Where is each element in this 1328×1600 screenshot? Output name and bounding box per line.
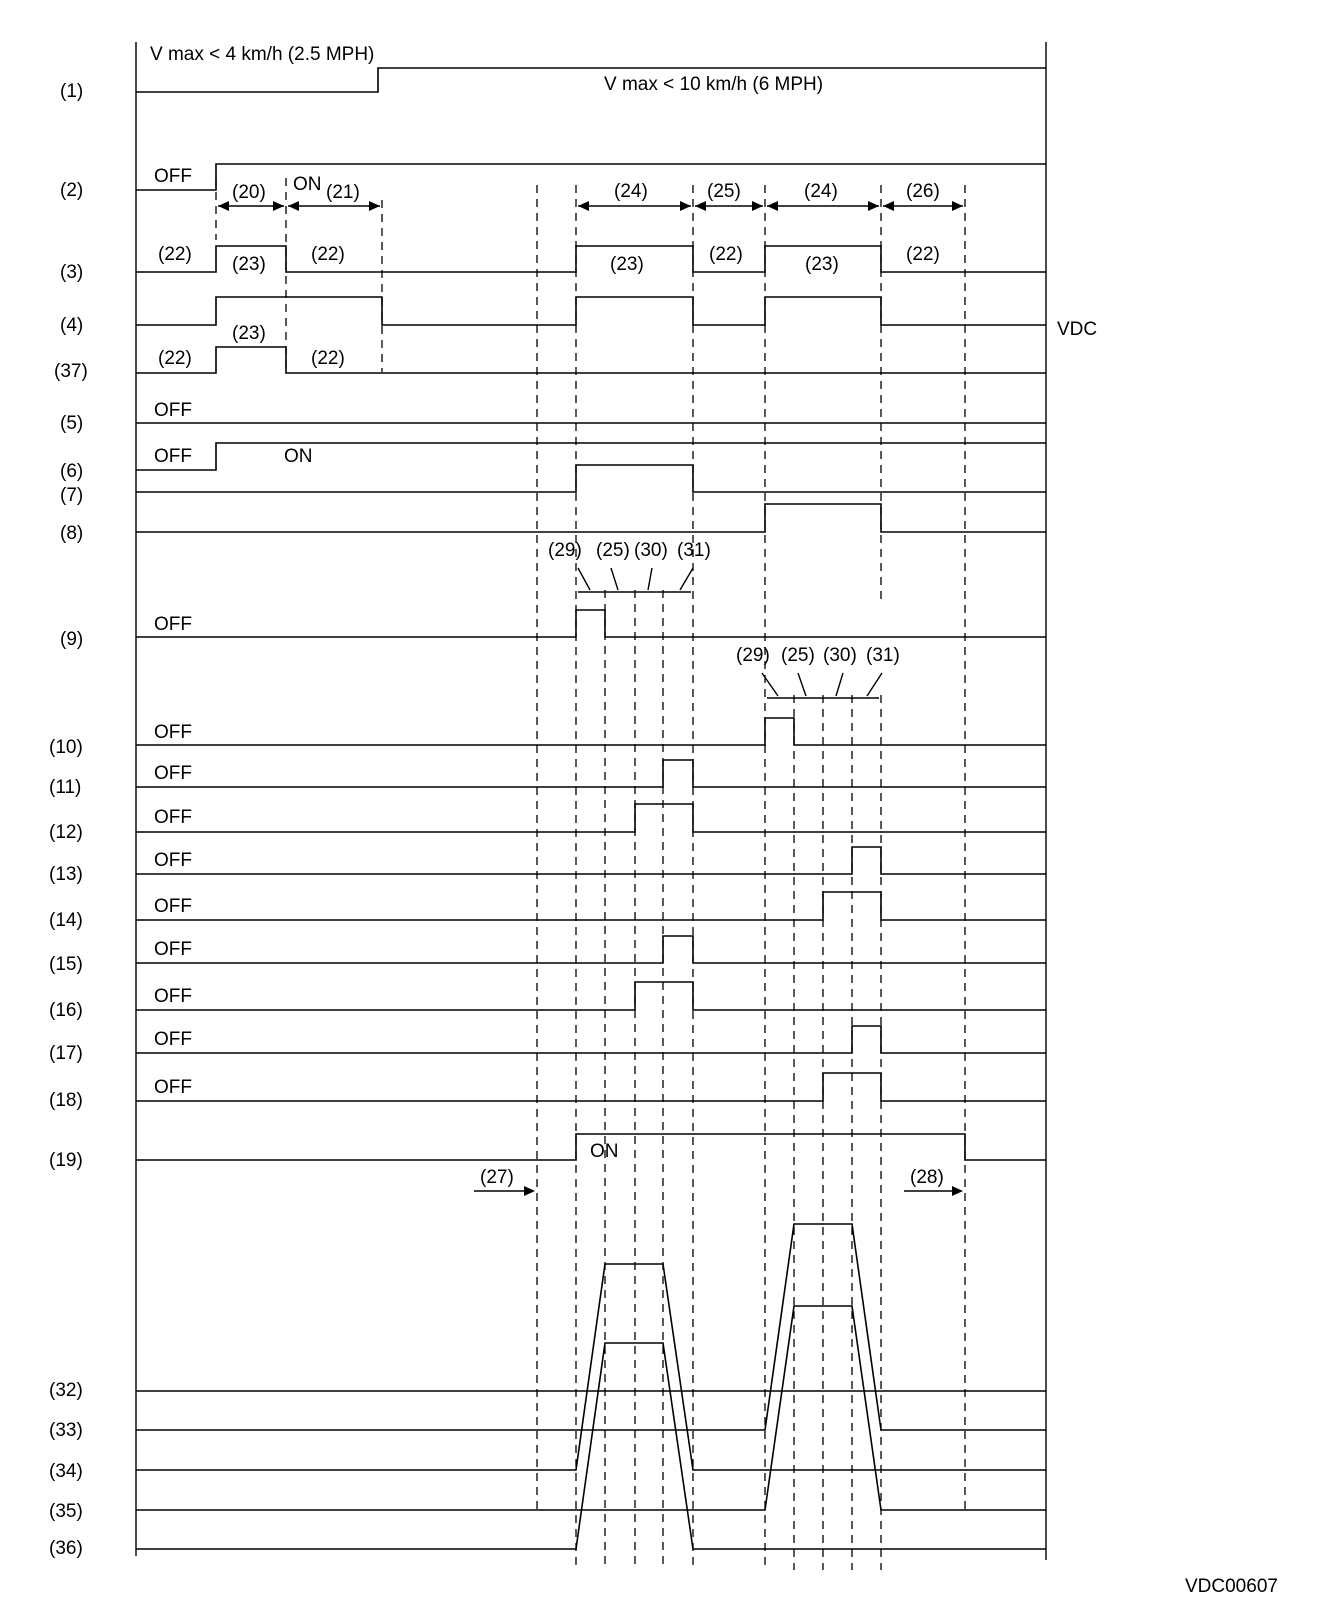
row-18-off-text: OFF: [154, 1077, 192, 1098]
row-2-signal: [136, 164, 1046, 211]
row-6-signal: [136, 443, 1046, 470]
row-16-signal: [136, 982, 1046, 1010]
sub2-label-25: (25): [781, 645, 815, 666]
row-12-signal: [136, 804, 1046, 832]
row-label-3: (3): [60, 262, 84, 283]
row-15-signal: [136, 936, 1046, 963]
row-14-off-text: OFF: [154, 896, 192, 917]
row-6-on-text: ON: [284, 446, 313, 467]
sub2-label-29: (29): [736, 645, 770, 666]
sub-phase-labels-1: [548, 540, 711, 592]
speed-high-text: V max < 10 km/h (6 MPH): [604, 74, 824, 95]
sub-phase-labels-2: [736, 645, 900, 698]
row-19-on-text: ON: [590, 1141, 619, 1162]
row-label-6: (6): [60, 461, 84, 482]
row-label-35: (35): [49, 1501, 83, 1522]
row-label-12: (12): [49, 822, 83, 843]
row-label-8: (8): [60, 523, 84, 544]
row-3-label-22b: (22): [311, 244, 345, 265]
row-37-label-22a: (22): [158, 348, 192, 369]
row-17-signal: [136, 1026, 1046, 1053]
row-label-9: (9): [60, 629, 84, 650]
row-5-off-text: OFF: [154, 400, 192, 421]
sub1-label-29: (29): [548, 540, 582, 561]
row-label-16: (16): [49, 1000, 83, 1021]
row-3-label-22d: (22): [906, 244, 940, 265]
label-28: (28): [910, 1167, 944, 1188]
row-11-signal: [136, 760, 1046, 787]
row-36-signal: [136, 1343, 1046, 1549]
row-9-signal: [136, 610, 1046, 637]
row-label-1: (1): [60, 81, 84, 102]
row-3-label-22a: (22): [158, 244, 192, 265]
row-6-off-text: OFF: [154, 446, 192, 467]
row-label-15: (15): [49, 954, 83, 975]
row-label-13: (13): [49, 864, 83, 885]
row-label-37: (37): [54, 361, 88, 382]
row-15-off-text: OFF: [154, 939, 192, 960]
row-label-17: (17): [49, 1043, 83, 1064]
row-17-off-text: OFF: [154, 1029, 192, 1050]
row-37-signal: [136, 323, 1046, 373]
row-12-off-text: OFF: [154, 807, 192, 828]
row-label-33: (33): [49, 1420, 83, 1441]
row-label-5: (5): [60, 413, 84, 434]
label-25a: (25): [707, 181, 741, 202]
row-33-signal: [136, 1224, 1046, 1430]
label-21: (21): [326, 182, 360, 203]
label-24b: (24): [804, 181, 838, 202]
row-labels: [49, 81, 88, 1559]
sub1-label-25: (25): [596, 540, 630, 561]
row-3-label-23a: (23): [232, 254, 266, 275]
row-10-signal: [136, 718, 1046, 745]
row-3-signal: [136, 244, 1046, 275]
row-5-signal: [136, 400, 1046, 423]
sub2-label-31: (31): [866, 645, 900, 666]
row-8-signal: [136, 504, 1046, 532]
row-11-off-text: OFF: [154, 763, 192, 784]
figure-code: VDC00607: [1185, 1576, 1278, 1597]
row-7-signal: [136, 465, 1046, 492]
row-13-off-text: OFF: [154, 850, 192, 871]
row-10-off-text: OFF: [154, 722, 192, 743]
sub1-label-30: (30): [634, 540, 668, 561]
row-label-18: (18): [49, 1090, 83, 1111]
row-label-19: (19): [49, 1150, 83, 1171]
row-37-label-22b: (22): [311, 348, 345, 369]
label-20: (20): [232, 182, 266, 203]
row-3-label-23c: (23): [805, 254, 839, 275]
row-35-signal: [136, 1306, 1046, 1510]
speed-low-text: V max < 4 km/h (2.5 MPH): [150, 44, 375, 65]
row-label-4: (4): [60, 315, 84, 336]
row-14-signal: [136, 892, 1046, 920]
label-27: (27): [480, 1167, 514, 1188]
row-4-signal: [136, 297, 1097, 340]
row-18-signal: [136, 1073, 1046, 1101]
row-label-34: (34): [49, 1461, 83, 1482]
row-2-on-text: ON: [293, 174, 322, 195]
row-2-off-text: OFF: [154, 166, 192, 187]
row-label-36: (36): [49, 1538, 83, 1559]
row-label-7: (7): [60, 485, 84, 506]
row-label-11: (11): [49, 777, 82, 798]
row-13-signal: [136, 847, 1046, 874]
sub2-label-30: (30): [823, 645, 857, 666]
row-label-14: (14): [49, 910, 83, 931]
row-16-off-text: OFF: [154, 986, 192, 1007]
row-label-10: (10): [49, 737, 83, 758]
row-label-2: (2): [60, 180, 84, 201]
row-3-label-23b: (23): [610, 254, 644, 275]
row-label-32: (32): [49, 1380, 83, 1401]
row-19-signal: [136, 1134, 1046, 1196]
row-1-speed-limit: [136, 44, 1046, 95]
row-37-label-23: (23): [232, 323, 266, 344]
row-3-label-22c: (22): [709, 244, 743, 265]
sub1-label-31: (31): [677, 540, 711, 561]
label-24a: (24): [614, 181, 648, 202]
row-9-off-text: OFF: [154, 614, 192, 635]
vdc-label: VDC: [1057, 319, 1098, 340]
label-26: (26): [906, 181, 940, 202]
